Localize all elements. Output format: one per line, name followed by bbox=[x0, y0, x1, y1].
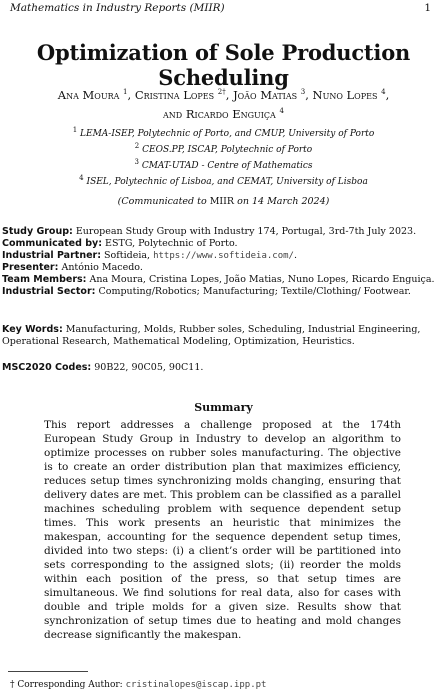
author-list: Ana Moura $^1$, Cristina Lopes $^{2\dagger}$, João Matias $^3$, Nuno Lopes $^4$, and Ricardo Enguiça $^4$ bbox=[57, 87, 390, 121]
footnote: † Corresponding Author: cristinalopes@iscap.ipp.pt bbox=[10, 680, 267, 690]
communicated-note: (Communicated to MIIR on 14 March 2024) bbox=[117, 196, 330, 207]
affiliation: $^1$ LEMA-ISEP, Polytechnic of Porto, and CMUP, University of Porto bbox=[72, 126, 375, 139]
study-group-line: Study Group: European Study Group with Industry 174, Portugal, 3rd-7th July 2023. bbox=[2, 226, 417, 237]
page-number: 1 bbox=[424, 2, 431, 14]
affiliation: $^3$ CMAT-UTAD - Centre of Mathematics bbox=[134, 158, 313, 171]
partner-line: Industrial Partner: Softideia, https://www.softideia.com/. bbox=[2, 250, 298, 261]
keywords: Key Words: Manufacturing, Molds, Rubber soles, Scheduling, Industrial Engineering, Operational Research, Mathematical Modeling, Optimization, Heuristics. bbox=[2, 324, 421, 347]
affiliation: $^4$ ISEL, Polytechnic of Lisboa, and CEMAT, University of Lisboa bbox=[79, 174, 368, 187]
sector-line: Industrial Sector: Computing/Robotics; Manufacturing; Textile/Clothing/ Footwear. bbox=[2, 286, 411, 297]
affiliation-list bbox=[0, 124, 447, 188]
partner-link[interactable]: https://www.softideia.com/ bbox=[153, 251, 294, 261]
author-name: Nuno Lopes bbox=[312, 87, 378, 102]
footnote-rule bbox=[8, 671, 88, 672]
summary-text: This report addresses a challenge proposed at the 174th European Study Group in Industry to develop an algorithm to optimize processes on rubber soles manufacturing. The objective is to create an order distribution plan that maximizes efficiency, reduces setup times synchronizing molds changing, ensuring that delivery dates are met. This problem can be classified as a parallel machines scheduling problem with sequence dependent setup times. This work presents an heuristic that minimizes the makespan, accounting for the sequence dependent setup times, divided into two steps: (i) a client’s order will be partitioned into sets corresponding to the assigned slots; (ii) reorder the molds within each position of the press, so that setup times are simultaneous. We find solutions for real data, also for cases with double and triple molds for a given size. Results show that synchronization of setup times due to heating and mold changes decrease significantly the makespan. bbox=[44, 419, 401, 641]
msc-codes: MSC2020 Codes: 90B22, 90C05, 90C11. bbox=[2, 362, 204, 373]
author-name: Cristina Lopes bbox=[134, 87, 215, 102]
affiliation: $^2$ CEOS.PP, ISCAP, Polytechnic of Porto bbox=[134, 142, 313, 155]
team-line: Team Members: Ana Moura, Cristina Lopes, João Matias, Nuno Lopes, Ricardo Enguiça. bbox=[2, 274, 435, 285]
paper-title: Optimization of Sole Production Scheduling bbox=[36, 40, 411, 90]
metadata-block bbox=[2, 226, 442, 298]
running-head: Mathematics in Industry Reports (MIIR) bbox=[10, 2, 225, 14]
summary-heading: Summary bbox=[194, 401, 253, 414]
presenter-line: Presenter: António Macedo. bbox=[2, 262, 143, 273]
author-name: João Matias bbox=[233, 87, 298, 102]
author-email[interactable]: cristinalopes@iscap.ipp.pt bbox=[125, 680, 267, 690]
author-name: Ricardo Enguiça bbox=[185, 106, 276, 121]
author-name: Ana Moura bbox=[57, 87, 120, 102]
communicated-by-line: Communicated by: ESTG, Polytechnic of Porto. bbox=[2, 238, 238, 249]
